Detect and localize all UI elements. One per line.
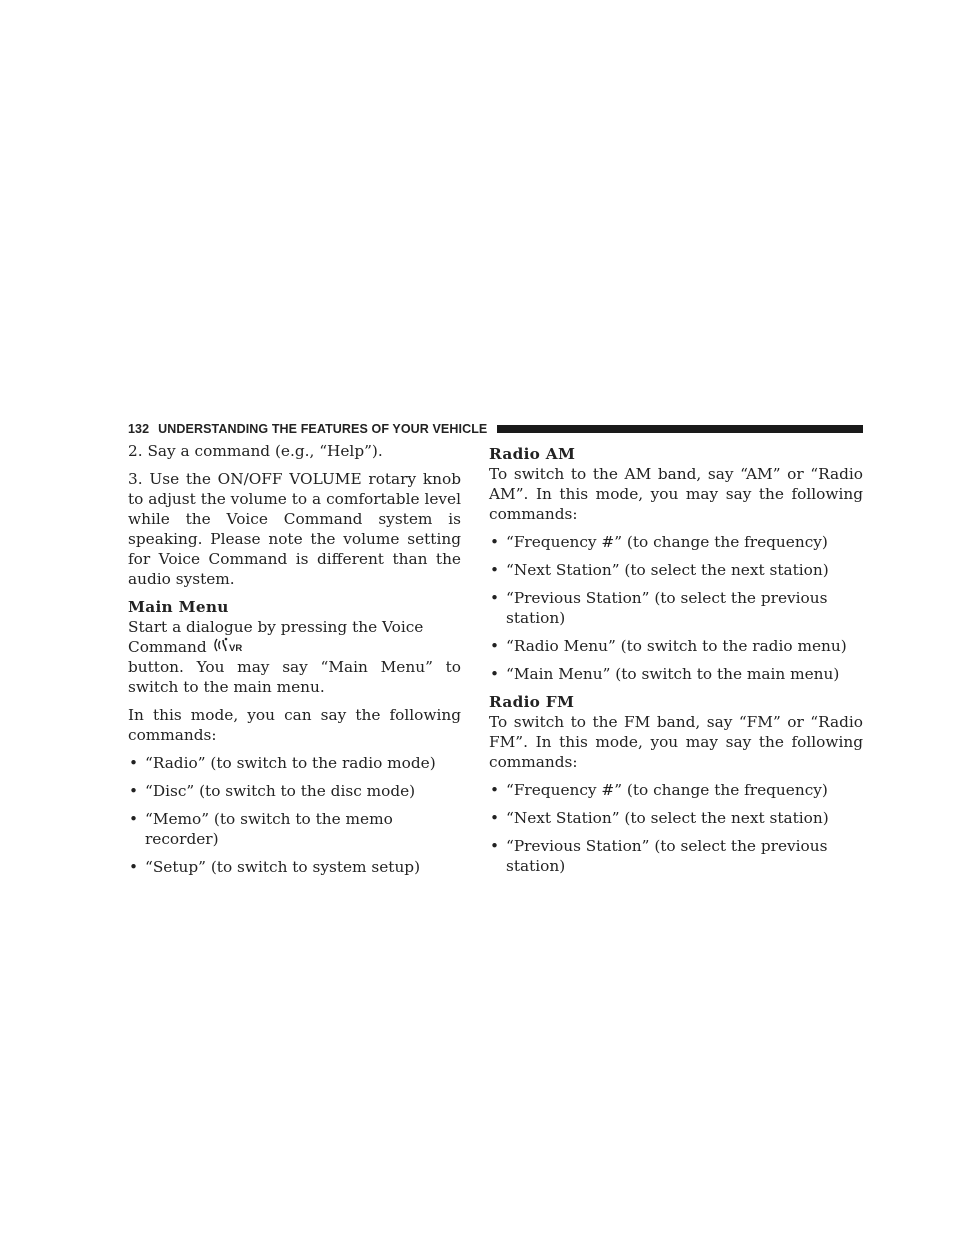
list-item: • “Previous Station” (to select the previous station) bbox=[490, 837, 828, 875]
bullet: • bbox=[129, 810, 139, 828]
list-item: • “Main Menu” (to switch to the main menu) bbox=[490, 665, 840, 683]
list-item: • “Disc” (to switch to the disc mode) bbox=[129, 782, 416, 800]
page-header bbox=[128, 418, 863, 440]
left-column bbox=[128, 441, 461, 885]
bullet: • bbox=[490, 837, 500, 855]
radio-fm-intro: To switch to the FM band, say “FM” or “Radio FM”. In this mode, you may say the following commands: bbox=[489, 713, 863, 771]
voice-command-icon bbox=[213, 637, 247, 653]
list-item: • “Radio Menu” (to switch to the radio menu) bbox=[490, 637, 847, 655]
bullet: • bbox=[490, 781, 500, 799]
step-2: 2. Say a command (e.g., “Help”). bbox=[128, 442, 383, 460]
bullet: • bbox=[490, 665, 500, 683]
main-menu-command-list bbox=[128, 753, 461, 877]
list-item: • “Setup” (to switch to system setup) bbox=[129, 858, 421, 876]
list-item: • “Memo” (to switch to the memo recorder) bbox=[129, 810, 393, 848]
main-menu-intro-end: button. You may say “Main Menu” to switch to the main menu. bbox=[128, 658, 461, 696]
main-menu-mode-text: In this mode, you can say the following commands: bbox=[128, 706, 461, 744]
list-item: • “Frequency #” (to change the frequency) bbox=[490, 781, 828, 799]
list-item: • “Next Station” (to select the next station) bbox=[490, 809, 829, 827]
bullet: • bbox=[490, 561, 500, 579]
radio-am-command-list bbox=[489, 532, 863, 684]
bullet: • bbox=[490, 637, 500, 655]
bullet: • bbox=[129, 754, 139, 772]
list-item: • “Frequency #” (to change the frequency) bbox=[490, 533, 828, 551]
list-item: • “Previous Station” (to select the previous station) bbox=[490, 589, 828, 627]
right-column bbox=[489, 441, 863, 884]
bullet: • bbox=[129, 858, 139, 876]
radio-fm-heading: Radio FM bbox=[489, 693, 575, 711]
main-menu-intro-start: Start a dialogue by pressing the Voice Command bbox=[128, 618, 424, 656]
radio-am-intro: To switch to the AM band, say “AM” or “Radio AM”. In this mode, you may say the following commands: bbox=[489, 465, 863, 523]
radio-am-heading: Radio AM bbox=[489, 445, 576, 463]
list-item: • “Next Station” (to select the next station) bbox=[490, 561, 829, 579]
list-item: • “Radio” (to switch to the radio mode) bbox=[129, 754, 436, 772]
bullet: • bbox=[490, 533, 500, 551]
bullet: • bbox=[129, 782, 139, 800]
main-menu-intro bbox=[128, 617, 461, 697]
header-rule bbox=[497, 425, 863, 433]
vr-icon-label: VR bbox=[228, 643, 242, 653]
section-title: UNDERSTANDING THE FEATURES OF YOUR VEHICLE bbox=[158, 422, 488, 436]
radio-fm-command-list bbox=[489, 780, 863, 876]
bullet: • bbox=[490, 809, 500, 827]
page-number: 132 bbox=[128, 422, 150, 436]
main-menu-heading: Main Menu bbox=[128, 598, 229, 616]
step-3: 3. Use the ON/OFF VOLUME rotary knob to adjust the volume to a comfortable level while the Voice Command system is speaking. Please note the volume setting for Voice Command is different than the audio system. bbox=[128, 470, 461, 588]
bullet: • bbox=[490, 589, 500, 607]
